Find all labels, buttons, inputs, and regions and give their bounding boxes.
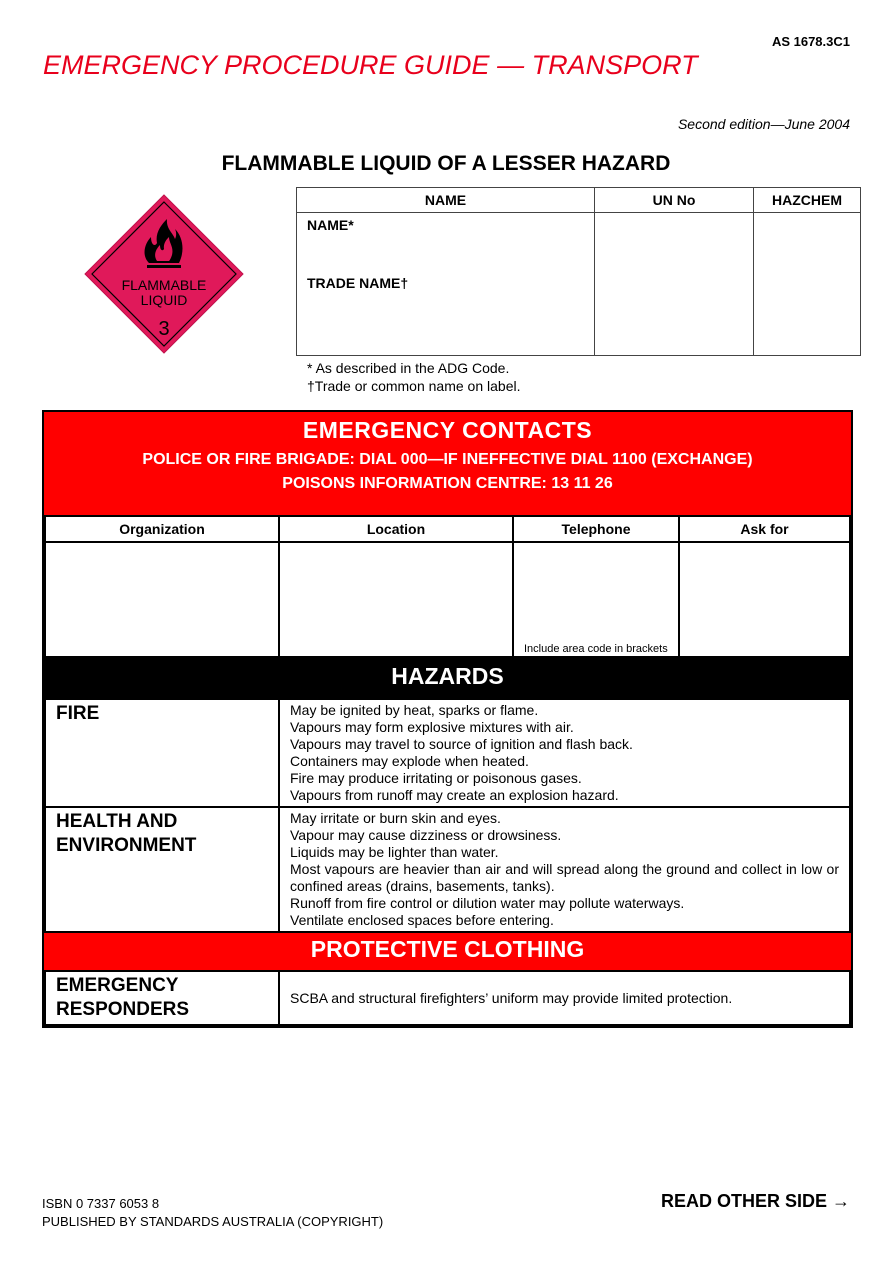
list-item: Vapour may cause dizziness or drowsiness. (290, 827, 562, 843)
health-environment-label (45, 807, 279, 932)
placard-line2: LIQUID (140, 292, 188, 308)
un-no-cell[interactable] (595, 213, 754, 356)
health-hazards (279, 807, 850, 932)
hazchem-column-header: HAZCHEM (754, 188, 861, 213)
placard-class-number: 3 (158, 318, 170, 340)
list-item: Containers may explode when heated. (290, 753, 529, 769)
name-label: NAME* (307, 217, 354, 233)
footnotes (307, 359, 520, 395)
name-cell[interactable] (297, 213, 595, 356)
list-item: Vapours from runoff may create an explosion hazard. (290, 787, 619, 803)
hazards-title: HAZARDS (44, 658, 851, 698)
flammable-liquid-placard (83, 193, 245, 355)
list-item: Most vapours are heavier than air and will spread along the ground and collect in low or confined areas (drains, basements, tanks). (290, 861, 839, 894)
ask-for-column-header: Ask for (679, 516, 850, 542)
trade-name-label: TRADE NAME† (307, 275, 409, 291)
name-column-header: NAME (297, 188, 595, 213)
health-row (45, 807, 850, 932)
list-item: Ventilate enclosed spaces before entering. (290, 912, 554, 928)
publisher-line: PUBLISHED BY STANDARDS AUSTRALIA (COPYRIGHT) (42, 1214, 384, 1229)
telephone-column-header: Telephone (513, 516, 679, 542)
list-item: Vapours may form explosive mixtures with air. (290, 719, 574, 735)
page-title: FLAMMABLE LIQUID OF A LESSER HAZARD (221, 152, 671, 175)
hazchem-cell[interactable] (754, 213, 861, 356)
fire-hazards (279, 699, 850, 807)
responders-label-line1: EMERGENCY (56, 975, 179, 996)
ask-for-cell[interactable] (679, 542, 850, 657)
list-item: May be ignited by heat, sparks or flame. (290, 702, 539, 718)
organization-cell[interactable] (45, 542, 279, 657)
edition-label: Second edition—June 2004 (677, 116, 850, 132)
area-code-note: Include area code in brackets (524, 643, 668, 655)
footnote-trade-name: †Trade or common name on label. (307, 378, 521, 394)
location-column-header: Location (279, 516, 513, 542)
emergency-form (42, 410, 853, 1028)
list-item: Runoff from fire control or dilution water may pollute waterways. (290, 895, 685, 911)
health-label-line1: HEALTH AND (56, 811, 178, 832)
telephone-cell[interactable] (513, 542, 679, 657)
guide-title: EMERGENCY PROCEDURE GUIDE — TRANSPORT (43, 50, 698, 80)
contacts-table (44, 515, 851, 658)
responders-label-line2: RESPONDERS (56, 999, 190, 1020)
list-item: May irritate or burn skin and eyes. (290, 810, 501, 826)
read-other-side-label: READ OTHER SIDE → (660, 1191, 850, 1211)
poisons-centre-line: POISONS INFORMATION CENTRE: 13 11 26 (282, 475, 613, 492)
location-cell[interactable] (279, 542, 513, 657)
emergency-contacts-header (44, 412, 851, 515)
name-table (296, 187, 861, 356)
fire-label: FIRE (45, 699, 279, 807)
placard-line1: FLAMMABLE (121, 277, 207, 293)
protective-clothing-table (44, 970, 851, 1026)
list-item: Vapours may travel to source of ignition and flash back. (290, 736, 633, 752)
police-fire-line: POLICE OR FIRE BRIGADE: DIAL 000—IF INEFFECTIVE DIAL 1100 (EXCHANGE) (142, 451, 753, 468)
footnote-adg: * As described in the ADG Code. (307, 360, 510, 376)
organization-column-header: Organization (45, 516, 279, 542)
fire-row (45, 699, 850, 807)
hazards-table (44, 698, 851, 933)
un-no-column-header: UN No (595, 188, 754, 213)
health-label-line2: ENVIRONMENT (56, 835, 197, 856)
emergency-responders-label (45, 971, 279, 1025)
list-item: Liquids may be lighter than water. (290, 844, 499, 860)
standard-code: AS 1678.3C1 (771, 34, 850, 49)
list-item: Fire may produce irritating or poisonous gases. (290, 770, 582, 786)
protective-clothing-title: PROTECTIVE CLOTHING (44, 933, 851, 970)
emergency-contacts-title: EMERGENCY CONTACTS (302, 417, 593, 443)
isbn: ISBN 0 7337 6053 8 (42, 1196, 160, 1211)
protective-clothing-text: SCBA and structural firefighters’ uniform may provide limited protection. (279, 971, 850, 1025)
